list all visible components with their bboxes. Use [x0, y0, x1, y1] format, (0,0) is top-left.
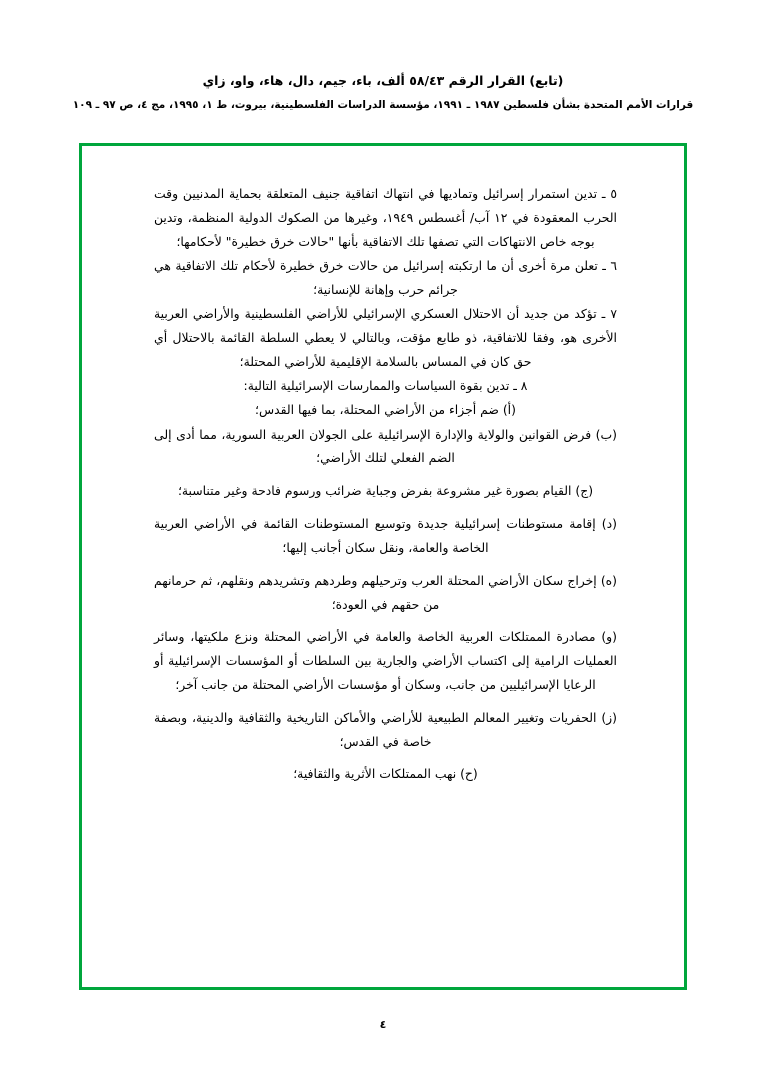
- paragraph: ٧ ـ تؤكد من جديد أن الاحتلال العسكري الإسرائيلي للأراضي الفلسطينية والأراضي العربية الأخرى هو، وفقا للاتفاقية، ذو طابع مؤقت، وبالتالي لا يعطي السلطة القائمة بالاحتلال أي حق كان في المساس بالسلامة الإقليمية للأراضي المحتلة؛: [154, 306, 617, 369]
- paragraph: ٨ ـ تدين بقوة السياسات والممارسات الإسرائيلية التالية:: [243, 378, 528, 393]
- paragraph: (ز) الحفريات وتغيير المعالم الطبيعية للأراضي والأماكن التاريخية والثقافية والدينية، وبصفة خاصة في القدس؛: [154, 709, 617, 749]
- paragraph: (أ) ضم أجزاء من الأراضي المحتلة، بما فيها القدس؛: [255, 402, 516, 418]
- paragraph: (ح) نهب الممتلكات الأثرية والثقافية؛: [293, 766, 478, 782]
- paragraph: (د) إقامة مستوطنات إسرائيلية جديدة وتوسيع المستوطنات القائمة في الأراضي العربية الخاصة والعامة، ونقل سكان أجانب إليها؛: [154, 516, 617, 555]
- header-subtitle: قرارات الأمم المتحدة بشأن فلسطين ١٩٨٧ ـ ١٩٩١، مؤسسة الدراسات الفلسطينية، بيروت، ط ١، ١٩٩٥، مج ٤، ص ٩٧ ـ ١٠٩: [72, 98, 694, 111]
- paragraph: (ب) فرض القوانين والولاية والإدارة الإسرائيلية على الجولان العربية السورية، مما أدى إلى الضم الفعلي لتلك الأراضي؛: [154, 426, 617, 466]
- paragraph: ٥ ـ تدين استمرار إسرائيل وتماديها في انتهاك اتفاقية جنيف المتعلقة بحماية المدنيين وقت الحرب المعقودة في ١٢ آب/ أغسطس ١٩٤٩، وغيرها من الصكوك الدولية المنظمة، وتدين بوجه خاص الانتهاكات التي تصفها تلك الاتفاقية بأنها "حالات خرق خطيرة" لأحكامها؛: [154, 186, 617, 249]
- paragraph: (و) مصادرة الممتلكات العربية الخاصة والعامة في الأراضي المحتلة ونزع ملكيتها، وسائر العمليات الرامية إلى اكتساب الأراضي والجارية بين السلطات أو المؤسسات الإسرائيلية أو الرعايا الإسرائيليين من جانب، وسكان أو مؤسسات الأراضي المحتلة من جانب آخر؛: [154, 629, 617, 692]
- document-body: [79, 182, 687, 972]
- page-number: ٤: [379, 1018, 387, 1031]
- paragraph: ٦ ـ تعلن مرة أخرى أن ما ارتكبته إسرائيل من حالات خرق خطيرة لأحكام تلك الاتفاقية هي جرائم حرب وإهانة للإنسانية؛: [154, 257, 617, 297]
- header-title: (تابع) القرار الرقم ٥٨/٤٣ ألف، باء، جيم، دال، هاء، واو، زاي: [202, 73, 564, 88]
- paragraph: (ج) القيام بصورة غير مشروعة بفرض وجباية ضرائب ورسوم فادحة وغير متناسبة؛: [177, 483, 594, 499]
- paragraph: (ه) إخراج سكان الأراضي المحتلة العرب وترحيلهم وطردهم وتشريدهم ونقلهم، ثم حرمانهم من حقهم في العودة؛: [154, 572, 617, 612]
- page-header: [0, 0, 766, 111]
